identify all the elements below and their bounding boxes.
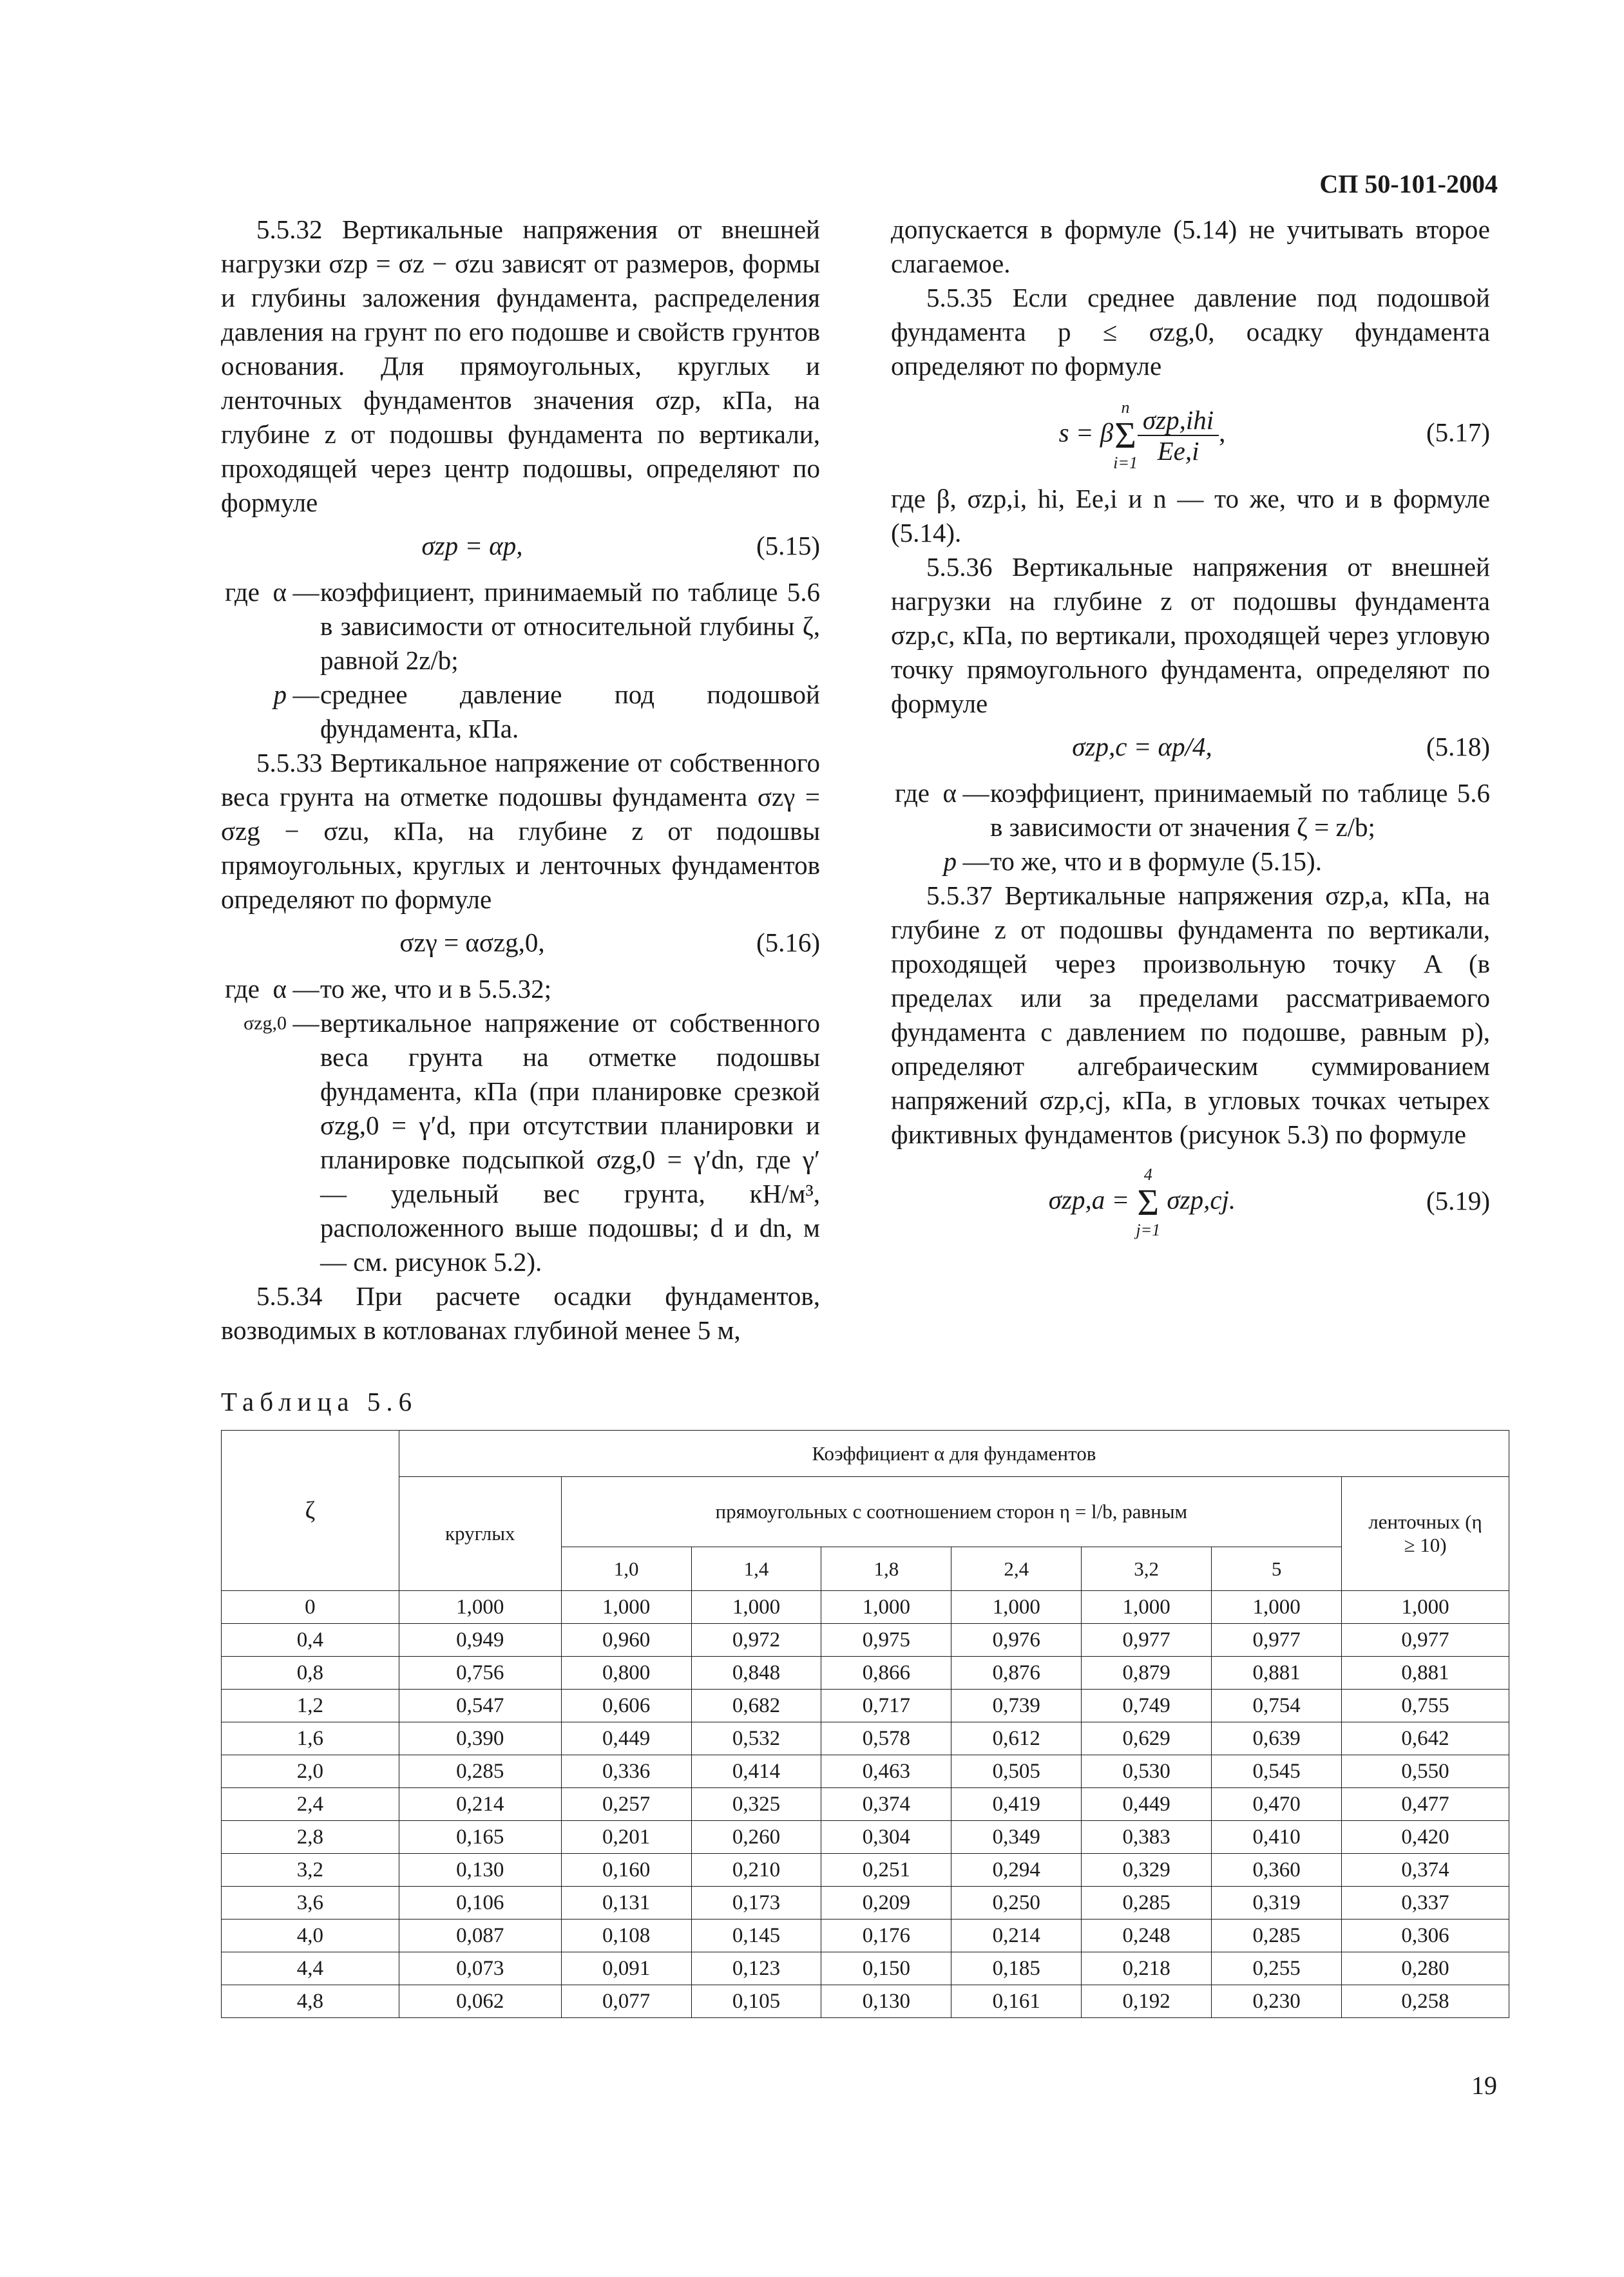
coefficient-cell: 0,881: [1342, 1657, 1509, 1690]
coefficient-cell: 0,325: [691, 1788, 821, 1821]
formula-5-19-number: (5.19): [1426, 1186, 1490, 1215]
coefficient-cell: 0,739: [951, 1690, 1082, 1722]
table-row: [222, 1821, 1509, 1854]
definition-text: то же, что и в формуле (5.15).: [990, 846, 1322, 876]
coefficient-cell: 0,876: [951, 1657, 1082, 1690]
coefficient-cell: 0,165: [399, 1821, 561, 1854]
coefficient-cell: 0,505: [951, 1755, 1082, 1788]
coefficient-cell: 0,410: [1212, 1821, 1342, 1854]
coefficient-cell: 0,160: [561, 1854, 691, 1887]
coefficient-cell: 1,000: [951, 1591, 1082, 1624]
definition-text: коэффициент, принимаемый по таблице 5.6 в зависимости от значения ζ = z/b;: [990, 778, 1490, 842]
coefficient-cell: 0,639: [1212, 1722, 1342, 1755]
coefficient-cell: 0,285: [1082, 1887, 1212, 1920]
coefficient-cell: 1,000: [399, 1591, 561, 1624]
coefficient-cell: 0,108: [561, 1920, 691, 1952]
coefficient-cell: 0,285: [399, 1755, 561, 1788]
coefficient-cell: 0,612: [951, 1722, 1082, 1755]
zeta-cell: 1,6: [222, 1722, 399, 1755]
coefficient-cell: 0,260: [691, 1821, 821, 1854]
coefficient-cell: 0,374: [821, 1788, 951, 1821]
formula-5-15-expression: σzp = αp,: [421, 531, 523, 560]
coefficient-cell: 0,130: [399, 1854, 561, 1887]
header-round: круглых: [399, 1477, 561, 1591]
coefficient-cell: 0,749: [1082, 1690, 1212, 1722]
coefficient-cell: 0,550: [1342, 1755, 1509, 1788]
definition-symbol: p: [943, 846, 957, 876]
paragraph-5-5-33: 5.5.33 Вертикальное напряжение от собственного веса грунта на отметке подошвы фундамента σzγ = σzg − σzu, кПа, на глубине z от подошвы прямоугольных, круглых и ленточных фундаментов определяют по формуле: [221, 748, 820, 914]
coefficient-cell: 0,304: [821, 1821, 951, 1854]
table-row: [222, 1722, 1509, 1755]
zeta-cell: 1,2: [222, 1690, 399, 1722]
formula-5-18-expression: σzp,c = αp/4,: [1072, 732, 1212, 761]
definition-symbol: α: [272, 974, 287, 1004]
coefficient-cell: 0,337: [1342, 1887, 1509, 1920]
coefficient-cell: 0,477: [1342, 1788, 1509, 1821]
table-row: [222, 1985, 1509, 2018]
coefficient-cell: 0,150: [821, 1952, 951, 1985]
coefficient-cell: 0,210: [691, 1854, 821, 1887]
coefficient-cell: 0,976: [951, 1624, 1082, 1657]
coefficient-cell: 0,130: [821, 1985, 951, 2018]
coefficient-cell: 0,800: [561, 1657, 691, 1690]
coefficient-cell: 0,192: [1082, 1985, 1212, 2018]
coefficient-cell: 0,250: [951, 1887, 1082, 1920]
coefficient-cell: 0,866: [821, 1657, 951, 1690]
coefficient-cell: 0,257: [561, 1788, 691, 1821]
coefficient-cell: 0,073: [399, 1952, 561, 1985]
coefficient-cell: 0,717: [821, 1690, 951, 1722]
coefficient-cell: 0,258: [1342, 1985, 1509, 2018]
table-row: [222, 1591, 1509, 1624]
coefficient-cell: 0,530: [1082, 1755, 1212, 1788]
formula-5-16-expression: σzγ = ασzg,0,: [399, 928, 545, 957]
coefficient-cell: 0,329: [1082, 1854, 1212, 1887]
paragraph-continuation: допускается в формуле (5.14) не учитывать второе слагаемое.: [891, 214, 1490, 278]
header-ratio: 1,8: [821, 1547, 951, 1591]
paragraph-5-5-37: 5.5.37 Вертикальные напряжения σzp,a, кПа, на глубине z от подошвы фундамента по вертикали, проходящей через произвольную точку A (в пределах или за пределами рассматриваемого фундамента с давлением по подошве, равным p), определяют алгебраическим суммированием напряжений σzp,cj, кПа, в угловых точках четырех фиктивных фундаментов (рисунок 5.3) по формуле: [891, 881, 1490, 1149]
coefficient-cell: 0,545: [1212, 1755, 1342, 1788]
coefficient-cell: 0,960: [561, 1624, 691, 1657]
table-row: [222, 1952, 1509, 1985]
zeta-cell: 0,4: [222, 1624, 399, 1657]
coefficient-cell: 0,218: [1082, 1952, 1212, 1985]
definition-symbol: α: [942, 778, 957, 808]
coefficient-cell: 0,349: [951, 1821, 1082, 1854]
coefficient-cell: 0,209: [821, 1887, 951, 1920]
formula-5-17-number: (5.17): [1426, 417, 1490, 447]
formula-5-19-lhs: σzp,a =: [1048, 1185, 1130, 1215]
definition-sigma-zg0: σzg,0 — вертикальное напряжение от собственного веса грунта на отметке подошвы фундамента, кПа (при планировке срезкой σzg,0 = γ′d, при отсутствии планировки и планировке подсыпкой σzg,0 = γ′dn, где γ′ — удельный вес грунта, кН/м³, расположенного выше подошвы; d и dn, м — см. рисунок 5.2).: [221, 1006, 820, 1279]
zeta-cell: 4,4: [222, 1952, 399, 1985]
coefficient-cell: 0,214: [951, 1920, 1082, 1952]
coefficient-cell: 1,000: [561, 1591, 691, 1624]
coefficient-cell: 0,176: [821, 1920, 951, 1952]
coefficient-cell: 0,470: [1212, 1788, 1342, 1821]
coefficient-cell: 0,949: [399, 1624, 561, 1657]
coefficient-cell: 0,414: [691, 1755, 821, 1788]
coefficient-cell: 0,547: [399, 1690, 561, 1722]
paragraph-5-5-34: 5.5.34 При расчете осадки фундаментов, возводимых в котлованах глубиной менее 5 м,: [221, 1281, 820, 1345]
table-row: [222, 1624, 1509, 1657]
definition-alpha-2: где α — то же, что и в 5.5.32;: [221, 972, 820, 1006]
coefficient-cell: 0,306: [1342, 1920, 1509, 1952]
coefficient-cell: 1,000: [691, 1591, 821, 1624]
zeta-cell: 2,4: [222, 1788, 399, 1821]
coefficient-cell: 0,255: [1212, 1952, 1342, 1985]
coefficient-cell: 0,629: [1082, 1722, 1212, 1755]
definition-text: то же, что и в 5.5.32;: [320, 974, 552, 1004]
definition-text: вертикальное напряжение от собственного веса грунта на отметке подошвы фундамента, кПа (при планировке срезкой σzg,0 = γ′d, при отсутствии планировки и планировке подсыпкой σzg,0 = γ′dn, где γ′ — удельный вес грунта, кН/м³, расположенного выше подошвы; d и dn, м — см. рисунок 5.2).: [320, 1008, 820, 1277]
coefficient-cell: 0,173: [691, 1887, 821, 1920]
zeta-cell: 2,8: [222, 1821, 399, 1854]
coefficient-cell: 0,280: [1342, 1952, 1509, 1985]
coefficient-cell: 0,091: [561, 1952, 691, 1985]
definition-p: p — среднее давление под подошвой фундамента, кПа.: [221, 678, 820, 746]
fraction: $\frac{\text{σzp,ihi}}{Ee,i}$: [1138, 405, 1219, 466]
coefficient-cell: 0,131: [561, 1887, 691, 1920]
definition-alpha: где α — коэффициент, принимаемый по таблице 5.6 в зависимости от относительной глубины ζ, равной 2z/b;: [221, 575, 820, 678]
coefficient-cell: 0,682: [691, 1690, 821, 1722]
paragraph-where-5-14: где β, σzp,i, hi, Ee,i и n — то же, что и в формуле (5.14).: [891, 484, 1490, 548]
coefficient-cell: 0,185: [951, 1952, 1082, 1985]
formula-5-18-number: (5.18): [1426, 732, 1490, 761]
coefficient-cell: 0,294: [951, 1854, 1082, 1887]
definition-alpha-r: где α — коэффициент, принимаемый по таблице 5.6 в зависимости от значения ζ = z/b;: [891, 776, 1490, 844]
table-row: [222, 1854, 1509, 1887]
formula-5-19-rhs: σzp,cj.: [1167, 1185, 1236, 1215]
coefficient-cell: 0,214: [399, 1788, 561, 1821]
coefficient-cell: 0,336: [561, 1755, 691, 1788]
coefficient-cell: 0,756: [399, 1657, 561, 1690]
table-row: [222, 1920, 1509, 1952]
coefficient-cell: 0,642: [1342, 1722, 1509, 1755]
coefficient-cell: 0,087: [399, 1920, 561, 1952]
zeta-cell: 4,8: [222, 1985, 399, 2018]
header-coefficient: Коэффициент α для фундаментов: [399, 1431, 1509, 1477]
coefficient-cell: 1,000: [821, 1591, 951, 1624]
coefficient-cell: 0,449: [1082, 1788, 1212, 1821]
formula-5-18: [891, 730, 1490, 767]
coefficient-cell: 0,106: [399, 1887, 561, 1920]
table-5-6: [221, 1430, 1509, 2018]
coefficient-cell: 0,123: [691, 1952, 821, 1985]
formula-5-19: [891, 1161, 1490, 1241]
coefficient-cell: 0,105: [691, 1985, 821, 2018]
sum-symbol: 4 Σ j=1: [1136, 1165, 1161, 1239]
formula-5-17-s: s = β: [1058, 417, 1114, 448]
coefficient-cell: 0,230: [1212, 1985, 1342, 2018]
coefficient-cell: 0,285: [1212, 1920, 1342, 1952]
coefficient-cell: 0,383: [1082, 1821, 1212, 1854]
header-strip: ленточных (η ≥ 10): [1342, 1477, 1509, 1591]
header-ratio: 1,0: [561, 1547, 691, 1591]
header-zeta: ζ: [222, 1431, 399, 1591]
coefficient-cell: 0,145: [691, 1920, 821, 1952]
formula-5-15-number: (5.15): [756, 531, 820, 560]
definition-symbol: σzg,0: [244, 1013, 287, 1034]
definition-p-r: p — то же, что и в формуле (5.15).: [891, 844, 1490, 879]
header-ratio: 2,4: [951, 1547, 1082, 1591]
formula-5-17: s = β n Σ i=1 $\frac{\text{σzp,ihi}}{Ee,i}$ , (5.17): [1058, 398, 1490, 472]
formula-5-15: [221, 529, 820, 566]
table-row: [222, 1887, 1509, 1920]
header-rectangular: прямоугольных с соотношением сторон η = l/b, равным: [561, 1477, 1341, 1547]
coefficient-cell: 0,879: [1082, 1657, 1212, 1690]
coefficient-cell: 0,975: [821, 1624, 951, 1657]
document-code: СП 50-101-2004: [1319, 169, 1498, 198]
coefficient-cell: 0,532: [691, 1722, 821, 1755]
definition-symbol: α: [272, 577, 287, 607]
coefficient-cell: 0,606: [561, 1690, 691, 1722]
formula-5-16-number: (5.16): [756, 928, 820, 957]
coefficient-cell: 0,360: [1212, 1854, 1342, 1887]
coefficient-cell: 0,319: [1212, 1887, 1342, 1920]
page-number: 19: [1471, 2071, 1497, 2100]
coefficient-cell: 1,000: [1082, 1591, 1212, 1624]
coefficient-cell: 0,578: [821, 1722, 951, 1755]
coefficient-cell: 0,977: [1082, 1624, 1212, 1657]
coefficient-cell: 0,077: [561, 1985, 691, 2018]
table-row: [222, 1657, 1509, 1690]
sum-symbol: n Σ i=1: [1113, 398, 1138, 472]
zeta-cell: 0: [222, 1591, 399, 1624]
coefficient-cell: 0,420: [1342, 1821, 1509, 1854]
formula-5-16: [221, 926, 820, 963]
header-ratio: 3,2: [1082, 1547, 1212, 1591]
coefficient-cell: 0,755: [1342, 1690, 1509, 1722]
coefficient-cell: 0,062: [399, 1985, 561, 2018]
coefficient-cell: 0,977: [1212, 1624, 1342, 1657]
coefficient-cell: 0,977: [1342, 1624, 1509, 1657]
coefficient-cell: 1,000: [1342, 1591, 1509, 1624]
coefficient-cell: 0,161: [951, 1985, 1082, 2018]
where-label: где: [225, 577, 260, 607]
coefficient-cell: 0,201: [561, 1821, 691, 1854]
coefficient-cell: 0,463: [821, 1755, 951, 1788]
table-row: [222, 1755, 1509, 1788]
coefficient-cell: 0,449: [561, 1722, 691, 1755]
coefficient-cell: 0,754: [1212, 1690, 1342, 1722]
table-row: [222, 1788, 1509, 1821]
coefficient-cell: 0,374: [1342, 1854, 1509, 1887]
coefficient-cell: 0,390: [399, 1722, 561, 1755]
zeta-cell: 2,0: [222, 1755, 399, 1788]
definition-text: среднее давление под подошвой фундамента, кПа.: [320, 680, 820, 743]
paragraph-5-5-35: 5.5.35 Если среднее давление под подошвой фундамента p ≤ σzg,0, осадку фундамента определяют по формуле: [891, 283, 1490, 381]
coefficient-cell: 0,419: [951, 1788, 1082, 1821]
header-ratio: 5: [1212, 1547, 1342, 1591]
paragraph-5-5-32: 5.5.32 Вертикальные напряжения от внешней нагрузки σzp = σz − σzu зависят от размеров, формы и глубины заложения фундамента, распределения давления на грунт по его подошве и свойств грунтов основания. Для прямоугольных, круглых и ленточных фундаментов значения σzp, кПа, на глубине z от подошвы фундамента по вертикали, проходящей через центр подошвы, определяют по формуле: [221, 214, 820, 517]
zeta-cell: 4,0: [222, 1920, 399, 1952]
right-column: [891, 213, 1490, 1250]
definition-text: коэффициент, принимаемый по таблице 5.6 в зависимости от относительной глубины ζ, равной 2z/b;: [320, 577, 820, 675]
coefficient-cell: 0,251: [821, 1854, 951, 1887]
left-column: [221, 213, 820, 1348]
paragraph-5-5-36: 5.5.36 Вертикальные напряжения от внешней нагрузки на глубине z от подошвы фундамента σzp,c, кПа, по вертикали, проходящей через угловую точку прямоугольного фундамента, определяют по формуле: [891, 552, 1490, 718]
definition-symbol: p: [273, 680, 287, 709]
header-ratio: 1,4: [691, 1547, 821, 1591]
table-title: Таблица 5.6: [221, 1387, 418, 1416]
zeta-cell: 3,6: [222, 1887, 399, 1920]
coefficient-cell: 0,972: [691, 1624, 821, 1657]
zeta-cell: 3,2: [222, 1854, 399, 1887]
zeta-cell: 0,8: [222, 1657, 399, 1690]
coefficient-cell: 1,000: [1212, 1591, 1342, 1624]
coefficient-cell: 0,848: [691, 1657, 821, 1690]
coefficient-cell: 0,881: [1212, 1657, 1342, 1690]
table-row: [222, 1690, 1509, 1722]
coefficient-cell: 0,248: [1082, 1920, 1212, 1952]
